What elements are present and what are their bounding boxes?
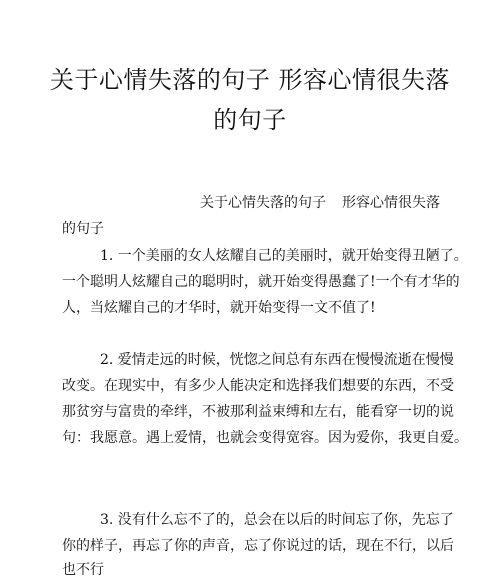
paragraph-1-line-1: 1. 一个美丽的女人炫耀自己的美丽时，就开始变得丑陋了。: [100, 248, 468, 264]
paragraph-2-line-1: 2. 爱情走远的时候，恍惚之间总有东西在慢慢流逝在慢慢: [100, 352, 454, 368]
paragraph-3-line-2: 你的样子，再忘了你的声音，忘了你说过的话，现在不行，以后: [62, 538, 454, 554]
paragraph-1-line-3: 人，当炫耀自己的才华时，就开始变得一文不值了!: [62, 300, 376, 316]
document-subtitle: [200, 193, 440, 213]
document-title-line-1: 关于心情失落的句子 形容心情很失落: [49, 66, 451, 94]
subtitle-part-1: 关于心情失落的句子: [200, 195, 326, 211]
document-title-line-2: 的句子: [213, 106, 287, 134]
document-subtitle-line-2: 的句子: [62, 221, 104, 237]
paragraph-2-line-4: 句：我愿意。遇上爱情，也就会变得宽容。因为爱你，我更自爱。: [62, 430, 468, 446]
paragraph-2-line-3: 那贫穷与富贵的牵绊，不被那利益束缚和左右，能看穿一切的说: [62, 404, 454, 420]
subtitle-part-2: 形容心情很失落: [342, 195, 440, 211]
paragraph-3-line-3: 也不行: [62, 562, 104, 578]
paragraph-2-line-2: 改变。在现实中，有多少人能决定和选择我们想要的东西，不受: [62, 378, 454, 394]
paragraph-3-line-1: 3. 没有什么忘不了的，总会在以后的时间忘了你，先忘了: [100, 512, 454, 528]
paragraph-1-line-2: 一个聪明人炫耀自己的聪明时，就开始变得愚蠢了!一个有才华的: [62, 274, 460, 290]
